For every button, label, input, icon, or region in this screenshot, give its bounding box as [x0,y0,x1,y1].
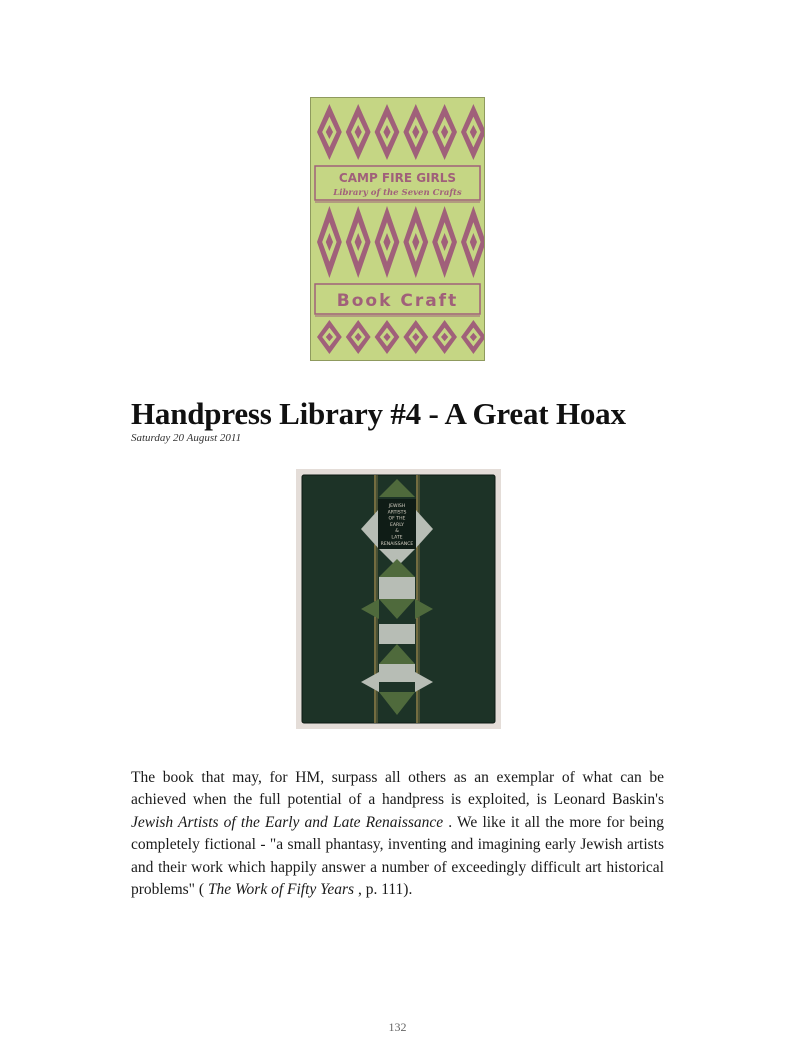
camp-fire-girls-cover-image [311,98,484,360]
spine-label-line: OF THE [388,516,406,522]
cover-title-line1: CAMP FIRE GIRLS [338,171,457,185]
work-title-italic: The Work of Fifty Years [207,881,355,899]
body-text-part3: , p. 111). [354,881,413,899]
spine-label-line: LATE [391,535,403,541]
post-date: Saturday 20 August 2011 [131,432,242,444]
spine-label-line: RENAISSANCE [380,541,414,547]
body-text-part2: . We like it all the more for being completely fictional - "a small phantasy, inventing and imagining early Jewish artists and their work which happily answer a number of exceedingly difficult art historical problems" ( [131,813,664,899]
cover-pattern [315,104,484,354]
cover-book-title: Book Craft [336,291,459,311]
post-title: Handpress Library #4 - A Great Hoax [131,396,626,431]
body-text-part1: The book that may, for HM, surpass all others as an exemplar of what can be achieved when the full potential of a handpress is exploited, is Leonard Baskin's [131,769,664,809]
spine-label-line: ARTISTS [387,510,407,516]
jewish-artists-book-image [296,469,501,729]
body-paragraph [131,767,664,901]
spine-label-line: & [395,529,399,535]
spine-label-line: JEWISH [388,504,406,509]
book-title-italic: Jewish Artists of the Early and Late Renaissance [131,813,444,831]
spine-label-line: EARLY [390,522,404,528]
page-number: 132 [388,1020,407,1034]
cover-title-line2: Library of the Seven Crafts [333,188,462,198]
